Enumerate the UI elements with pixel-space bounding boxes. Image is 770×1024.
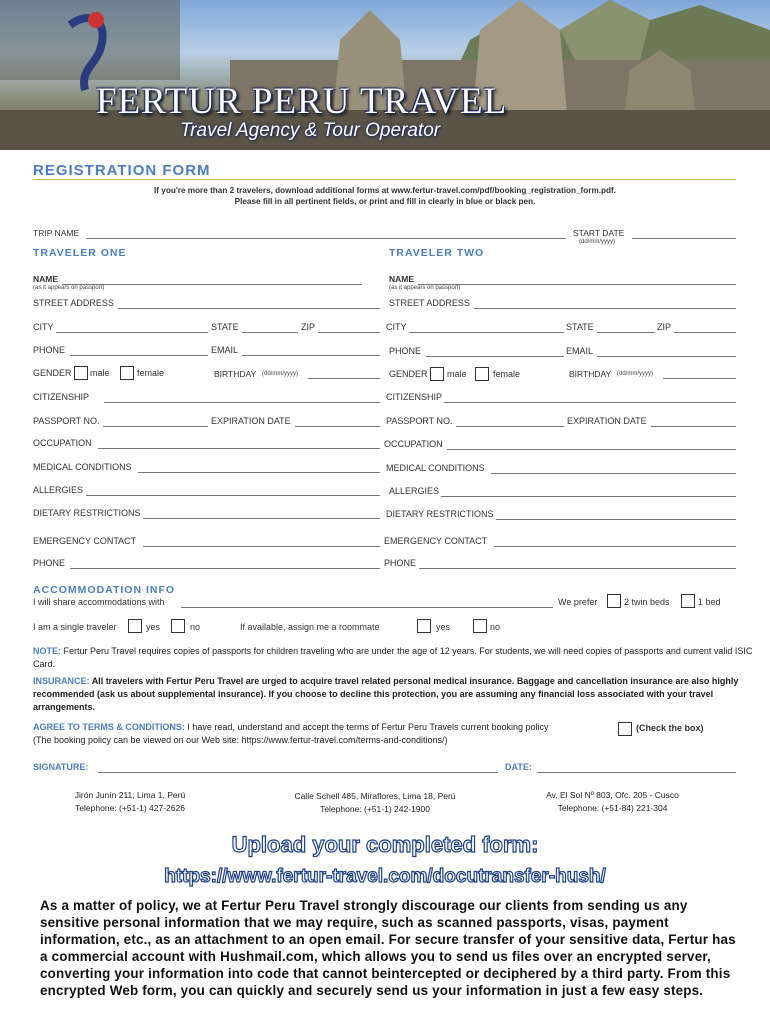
terms-text-2: (The booking policy can be viewed on our Web site: https://www.fertur-travel.com/terms-and-conditions/) [33,735,448,745]
t1-state-field[interactable] [242,332,298,333]
t2-emergency-phone-field[interactable] [419,568,736,569]
single-yes-label: yes [146,622,161,632]
note-text: Fertur Peru Travel requires copies of passports for children traveling who are under the age of 12 years. For students, we will need copies of passports and current valid ISIC Card. [33,646,753,669]
upload-link[interactable]: https://www.fertur-travel.com/docutransfer-hush/ [164,866,606,887]
t1-name-field[interactable] [62,284,362,285]
t1-street-field[interactable] [118,308,380,309]
signature-label: SIGNATURE: [33,762,89,772]
terms-text: I have read, understand and accept the terms of Fertur Peru Travels current booking policy [187,722,549,732]
terms-label: AGREE TO TERMS & CONDITIONS: [33,722,185,732]
title-rule [33,179,736,180]
t1-citizenship-field[interactable] [104,402,380,403]
t2-medical-label: MEDICAL CONDITIONS [386,463,485,473]
t1-emergency-field[interactable] [143,546,380,547]
single-traveler-label: I am a single traveler [33,622,117,632]
t1-occupation-label: OCCUPATION [33,438,92,448]
office-address: Calle Schell 485, Miraflores, Lima 18, Perú [294,791,456,801]
t1-medical-field[interactable] [138,472,380,473]
t1-passport-field[interactable] [103,426,208,427]
t2-city-field[interactable] [409,332,564,333]
t2-male-checkbox[interactable] [430,367,444,381]
t2-passport-field[interactable] [456,426,564,427]
single-yes-checkbox[interactable] [128,619,142,633]
t1-dietary-label: DIETARY RESTRICTIONS [33,508,141,518]
start-date-label: START DATE [573,228,625,238]
trip-name-field[interactable] [86,238,566,239]
t2-street-label: STREET ADDRESS [389,298,470,308]
t2-dietary-field[interactable] [496,519,736,520]
office-address: Jirón Junín 211, Lima 1, Perú [74,790,186,800]
note-paragraph [33,645,763,671]
t2-birthday-field[interactable] [663,378,736,379]
t2-zip-label: ZIP [657,322,672,332]
share-with-field[interactable] [181,607,553,608]
office-phone: Telephone: (+51-84) 221-304 [557,803,668,813]
terms-paragraph [33,721,623,747]
t2-expiration-label: EXPIRATION DATE [567,416,647,426]
t1-female-checkbox[interactable] [120,366,134,380]
date-label: DATE: [505,762,532,772]
note-label: NOTE: [33,646,61,656]
t1-email-field[interactable] [242,355,380,356]
t1-passport-label: PASSPORT NO. [33,416,100,426]
t2-phone-label: PHONE [389,346,422,356]
t2-dietary-label: DIETARY RESTRICTIONS [386,509,494,519]
t2-occupation-field[interactable] [447,449,736,450]
t1-city-field[interactable] [56,332,208,333]
t1-male-checkbox[interactable] [74,366,88,380]
date-field[interactable] [537,772,736,773]
t1-street-label: STREET ADDRESS [33,298,114,308]
insurance-label: INSURANCE: [33,676,90,686]
t1-gender-label: GENDER [33,368,72,378]
brand-tagline: Travel Agency & Tour Operator [180,120,441,141]
check-box-hint: (Check the box) [636,723,704,733]
twin-beds-checkbox[interactable] [607,594,621,608]
form-title: REGISTRATION FORM [33,162,211,179]
t2-passport-label: PASSPORT NO. [386,416,453,426]
t2-name-label: NAME [389,274,415,284]
t2-gender-label: GENDER [389,369,428,379]
t2-citizenship-field[interactable] [444,402,736,403]
signature-field[interactable] [98,772,498,773]
terms-checkbox[interactable] [618,722,632,736]
office-miraflores [275,790,475,816]
t1-dietary-field[interactable] [143,518,380,519]
roommate-label: If available, assign me a roommate [240,622,380,632]
t2-medical-field[interactable] [491,473,736,474]
t1-male-label: male [90,368,110,378]
t1-citizenship-label: CITIZENSHIP [33,392,90,402]
t2-phone-field[interactable] [426,356,564,357]
we-prefer-label: We prefer [558,597,598,607]
header-banner [0,0,770,150]
intro-line-1: If you're more than 2 travelers, download additional forms at www.fertur-travel.com/pdf/booking_registration_form.pdf. [153,186,617,195]
t2-citizenship-label: CITIZENSHIP [386,392,443,402]
t2-male-label: male [447,369,467,379]
t1-email-label: EMAIL [211,345,239,355]
start-date-field[interactable] [632,238,736,239]
one-bed-checkbox[interactable] [681,594,695,608]
t1-zip-field[interactable] [318,332,380,333]
traveler-two-heading: TRAVELER TWO [389,247,485,259]
t1-state-label: STATE [211,322,239,332]
single-no-label: no [190,622,201,632]
intro-line-2: Please fill in all pertinent fields, or print and fill in clearly in blue or black pen. [234,197,536,206]
t2-birthday-format: (dd/mm/yyyy) [617,371,653,377]
t1-phone-field[interactable] [70,355,208,356]
t1-city-label: CITY [33,322,54,332]
t1-medical-label: MEDICAL CONDITIONS [33,462,132,472]
t2-name-hint: (as it appears on passport) [389,285,461,291]
roommate-yes-label: yes [436,622,451,632]
t2-emergency-phone-label: PHONE [384,558,417,568]
t1-birthday-label: BIRTHDAY [214,369,257,379]
roommate-no-checkbox[interactable] [473,619,487,633]
t2-emergency-field[interactable] [494,546,736,547]
t1-birthday-format: (dd/mm/yyyy) [262,371,298,377]
t1-birthday-field[interactable] [308,378,380,379]
insurance-paragraph [33,675,768,714]
t2-birthday-label: BIRTHDAY [569,369,612,379]
t2-email-field[interactable] [597,356,736,357]
t2-name-field[interactable] [418,284,736,285]
insurance-text: All travelers with Fertur Peru Travel are urged to acquire travel related personal medical insurance. Baggage and cancellation insurance are also highly recommended (ask us about supplemental insurance). If you choose to decline this protection, you are assuming any financial loss associated with your travel arrangements. [33,676,739,712]
t1-allergies-label: ALLERGIES [33,485,84,495]
brand-logo-text: FERTUR PERU TRAVEL [96,81,508,122]
t1-emergency-label: EMERGENCY CONTACT [33,536,137,546]
t2-state-label: STATE [566,322,594,332]
t1-name-hint: (as it appears on passport) [33,285,105,291]
one-bed-label: 1 bed [698,597,721,607]
t1-female-label: female [137,368,165,378]
office-address: Av. El Sol Nº 803, Ofc. 205 - Cusco [546,790,679,800]
roommate-no-label: no [490,622,501,632]
office-phone: Telephone: (+51-1) 427-2626 [75,803,185,813]
accommodation-heading: ACCOMMODATION INFO [33,584,176,596]
t2-email-label: EMAIL [566,346,594,356]
t1-expiration-label: EXPIRATION DATE [211,416,291,426]
t2-expiration-field[interactable] [651,426,736,427]
privacy-policy-text: As a matter of policy, we at Fertur Peru Travel strongly discourage our clients from sending us any sensitive personal information that we may require, such as scanned passports, visas, payment information, etc., as an attachment to an open email. For secure transfer of your sensitive data, Fertur has a commercial account with Hushmail.com, which allows you to send us files over an encrypted server, converting your information into code that cannot beintercepted or deciphered by a third party. From this encrypted Web form, you can quickly and securely send us your information in just a few easy steps. [40,898,736,998]
share-with-label: I will share accommodations with [33,597,165,607]
roommate-yes-checkbox[interactable] [417,619,431,633]
upload-heading: Upload your completed form: [231,832,539,857]
t1-emergency-phone-label: PHONE [33,558,66,568]
t2-allergies-label: ALLERGIES [389,486,440,496]
t2-emergency-label: EMERGENCY CONTACT [384,536,488,546]
t1-emergency-phone-field[interactable] [70,568,380,569]
single-no-checkbox[interactable] [171,619,185,633]
t2-allergies-field[interactable] [441,496,736,497]
traveler-one-heading: TRAVELER ONE [33,247,127,259]
t1-allergies-field[interactable] [86,495,380,496]
t2-female-checkbox[interactable] [475,367,489,381]
trip-name-label: TRIP NAME [33,228,80,238]
twin-beds-label: 2 twin beds [624,597,670,607]
t1-occupation-field[interactable] [98,448,380,449]
office-lima-centro [45,789,215,815]
office-phone: Telephone: (+51-1) 242-1900 [320,804,430,814]
t2-zip-field[interactable] [674,332,736,333]
t2-occupation-label: OCCUPATION [384,439,443,449]
start-date-format: (dd/mm/yyyy) [579,239,615,245]
t1-name-label: NAME [33,274,59,284]
t2-female-label: female [493,369,521,379]
t2-state-field[interactable] [597,332,655,333]
t1-zip-label: ZIP [301,322,316,332]
office-cusco [525,789,700,815]
t1-phone-label: PHONE [33,345,66,355]
t1-expiration-field[interactable] [295,426,380,427]
t2-street-field[interactable] [474,308,736,309]
t2-city-label: CITY [386,322,407,332]
